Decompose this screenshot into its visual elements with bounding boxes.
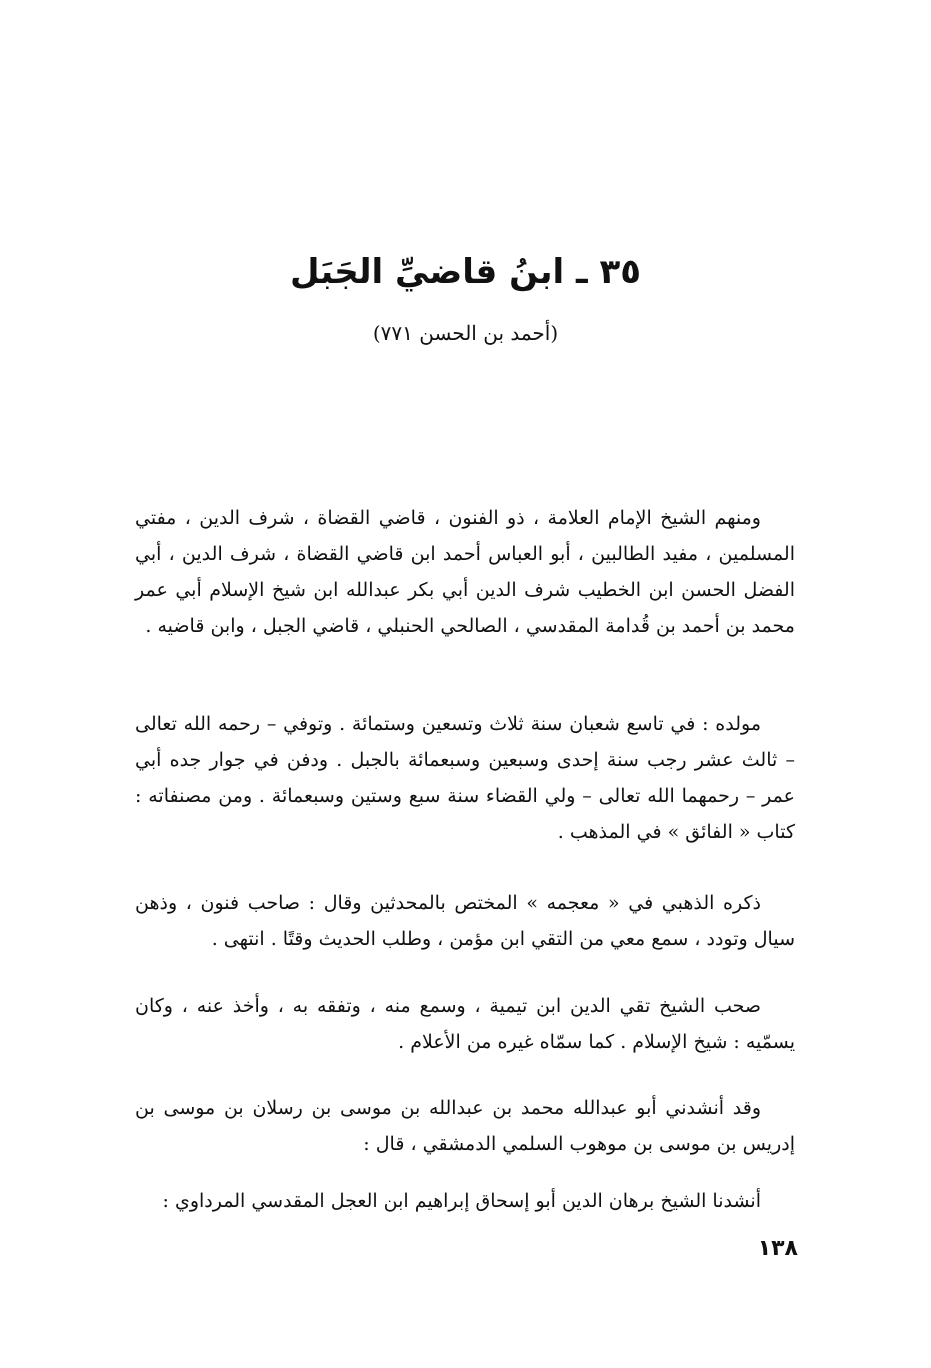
- paragraph-recitation-chain: [135, 1090, 795, 1162]
- entry-subtitle: (أحمد بن الحسن ٧٧١): [372, 321, 559, 345]
- paragraph-text: أنشدنا الشيخ برهان الدين أبو إسحاق إبراهيم ابن العجل المقدسي المرداوي :: [162, 1190, 761, 1212]
- paragraph-text: ومنهم الشيخ الإمام العلامة ، ذو الفنون ، قاضي القضاة ، شرف الدين ، مفتي المسلمين ، مفيد الطالبين ، أبو العباس أحمد ابن قاضي القضاة ، شرف الدين ، أبي الفضل الحسن ابن الخطيب شرف الدين أبي بكر عبدالله ابن شيخ الإسلام أبي عمر محمد بن أحمد بن قُدامة المقدسي ، الصالحي الحنبلي ، قاضي الجبل ، وابن قاضيه .: [135, 507, 795, 637]
- entry-title: ٣٥ ـ ابنُ قاضيِّ الجَبَل: [290, 252, 641, 292]
- page-number: ١٣٨: [757, 1236, 798, 1261]
- paragraph-text: مولده : في تاسع شعبان سنة ثلاث وتسعين وستمائة . وتوفي – رحمه الله تعالى – ثالث عشر رجب سنة إحدى وسبعين وسبعمائة بالجبل . ودفن في جوار جده أبي عمر – رحمهما الله تعالى – ولي القضاء سنة سبع وستين وسبعمائة . ومن مصنفاته : كتاب « الفائق » في المذهب .: [135, 713, 795, 843]
- paragraph-text: صحب الشيخ تقي الدين ابن تيمية ، وسمع منه ، وتفقه به ، وأخذ عنه ، وكان يسمّيه : شيخ الإسلام . كما سمّاه غيره من الأعلام .: [135, 995, 795, 1053]
- paragraph-text: ذكره الذهبي في « معجمه » المختص بالمحدثين وقال : صاحب فنون ، وذهن سيال وتودد ، سمع معي من التقي ابن مؤمن ، وطلب الحديث وقتًا . انتهى .: [135, 892, 795, 950]
- paragraph-dhahabi: [135, 885, 795, 957]
- paragraph-lineage: [135, 500, 795, 644]
- paragraph-text: وقد أنشدني أبو عبدالله محمد بن عبدالله بن موسى بن رسلان بن موسى بن إدريس بن موسى بن موهوب السلمي الدمشقي ، قال :: [135, 1097, 795, 1155]
- paragraph-recitation-source: [135, 1183, 795, 1219]
- paragraph-ibn-taymiyya: [135, 988, 795, 1060]
- paragraph-birth-death: [135, 706, 795, 850]
